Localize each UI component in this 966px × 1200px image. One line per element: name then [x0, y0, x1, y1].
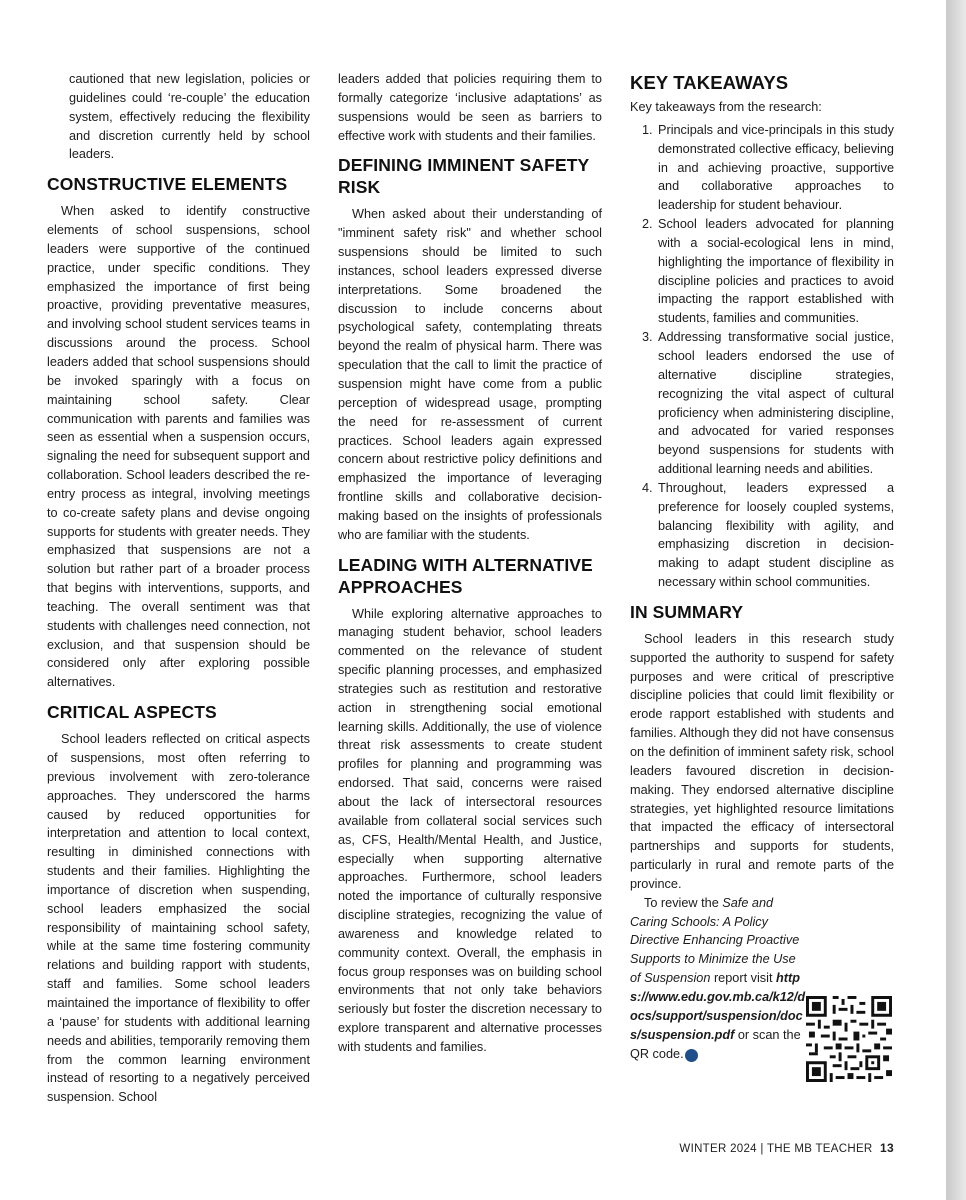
page-number: 13	[880, 1141, 894, 1155]
heading-leading-with-alternative-approaches: LEADING WITH ALTERNATIVE APPROACHES	[338, 554, 593, 597]
constructive-elements-paragraph: When asked to identify constructive elements of school suspensions, school leaders were supportive of the continued practice, under specific conditions. They emphasized the importance of first being proactive, providing preventative measures, and involving school student services teams in discussions around the process. School leaders added that school suspensions should be invoked sparingly with a focus on maintaining school safety. Clear communication with parents and families was seen as essential when a suspension occurs, signaling the need for subsequent support and collaboration. School leaders described the re-entry process as integral, involving meetings to co-create safety plans and devise ongoing supports for students with greater needs. They emphasized that suspensions are not a solution but rather part of a broader process that begins with interventions, supports, and teaching. The overall sentiment was that students with challenges need connection, not exclusion, and that suspension should be considered only after exploring possible alternatives.	[47, 204, 310, 690]
alternative-approaches-paragraph: While exploring alternative approaches to managing student behavior, school leaders commented on the relevance of student specific planning processes, and emphasized strategies such as restitution and restorative action in strengthening social emotional learning skills. Additionally, the use of violence threat risk assessments to create student profiles for planning and programming was endorsed. That said, concerns were raised about the lack of intersectoral resources available from collateral social services such as, CFS, Health/Mental Health, and Justice, especially when supporting alternative approaches. Furthermore, school leaders noted the importance of culturally responsive discipline strategies, recognizing the value of awareness and knowledge related to community context. Overall, the emphasis in focus group responses was on building school environments that not only take behaviors seriously but foster the discretion necessary to explore transparent and alternative processes with students and families.	[338, 606, 602, 1054]
review-paragraph: To review the Safe and Caring Schools: A Policy Directive Enhancing Proactive Supports to Minimize the Use of Suspension report visit https://www.edu.gov.mb.ca/k12/docs/support/suspension/docs/suspension.pdf or scan the QR code. T	[630, 895, 806, 1061]
takeaways-intro: Key takeaways from the research:	[630, 100, 822, 114]
teacher-logo-icon: T	[685, 1049, 698, 1062]
column-middle	[338, 70, 602, 1057]
report-link[interactable]: https://www.edu.gov.mb.ca/k12/docs/support/suspension/docs/suspension.pdf	[630, 971, 806, 1042]
list-item: 3. Addressing transformative social justice, school leaders endorsed the use of alternative discipline strategies, recognizing the vital aspect of cultural proficiency when administering discipline, and advocated for varied responses beyond suspensions for students with additional learning needs and abilities.	[642, 330, 894, 477]
continued-paragraph: cautioned that new legislation, policies or guidelines could ‘re-couple’ the education system, effectively reducing the flexibility and discretion currently held by school leaders.	[69, 72, 310, 162]
heading-defining-imminent-safety-risk: DEFINING IMMINENT SAFETY RISK	[338, 155, 589, 198]
footer-separator: |	[760, 1143, 764, 1155]
takeaways-list	[630, 121, 894, 592]
continued-paragraph: leaders added that policies requiring them to formally categorize ‘inclusive adaptations’ as suspensions would be seen as barriers to effective work with students and their families.	[338, 72, 602, 143]
page-edge-shadow	[946, 0, 966, 1200]
list-item: 1. Principals and vice-principals in this study demonstrated collective efficacy, believing in and achieving proactive, supportive and collaborative approaches to leadership for student behaviour.	[642, 122, 894, 213]
heading-critical-aspects: CRITICAL ASPECTS	[47, 702, 217, 723]
qr-code-icon[interactable]	[806, 996, 892, 1082]
issue-label: WINTER 2024	[679, 1143, 757, 1155]
column-right	[630, 70, 894, 1063]
page-footer	[668, 1141, 894, 1155]
summary-paragraph: School leaders in this research study supported the authority to suspend for safety purposes and were critical of prescriptive discipline policies that could limit flexibility or erode rapport established with students and families. Although they did not have consensus on the definition of imminent safety risk, school leaders favoured discretion in decision-making. They endorsed alternative discipline strategies, yet highlighted resource limitations that impacted the efficacy of intersectoral partnerships and supports for students, particularly in rural and remote parts of the province.	[630, 631, 894, 891]
magazine-name: THE MB TEACHER	[766, 1143, 873, 1155]
report-title: Safe and Caring Schools: A Policy Directive Enhancing Proactive Supports to Minimize the Use of Suspension	[630, 895, 800, 986]
critical-aspects-paragraph: School leaders reflected on critical aspects of suspensions, most often referring to previous involvement with zero-tolerance approaches. They underscored the harms caused by reduced opportunities for interpretation and attention to local context, resulting in diminished connections with students and their families. Highlighting the importance of discretion when suspending, school leaders emphasized the social responsibility of maintaining school safety, while at the same time fostering community relations and building rapport with students, staff and families. Some school leaders maintained the importance of flexibility to offer a ‘pause’ for students with additional learning needs and abilities, temporarily removing them from the common learning environment instead of resorting to a negatively perceived suspension. School	[47, 732, 310, 1105]
list-item: 4. Throughout, leaders expressed a preference for loosely coupled systems, balancing flexibility with agility, and emphasizing discretion in decision-making to adapt student discipline as necessary within school communities.	[642, 480, 894, 590]
list-item: 2. School leaders advocated for planning with a social-ecological lens in mind, highlighting the importance of flexibility in discipline policies and practices to avoid impacting the rapport established with students, families and communities.	[642, 217, 894, 326]
column-left	[47, 70, 310, 1107]
heading-constructive-elements: CONSTRUCTIVE ELEMENTS	[47, 174, 288, 195]
heading-in-summary: IN SUMMARY	[630, 601, 744, 622]
imminent-safety-risk-paragraph: When asked about their understanding of "imminent safety risk" and whether school suspensions should be limited to such instances, school leaders expressed diverse interpretations. Some broadened the discussion to include concerns about psychological safety, contemplating threats beyond the realm of physical harm. There was speculation that the call to limit the practice of suspension might have come from a public perception of widespread usage, prompting the need for re-assessment of current practices. School leaders again expressed concern about restrictive policy definitions and emphasized the importance of leveraging frontline skills and collaborative decision-making based on the insights of professionals who are familiar with the students.	[338, 207, 602, 542]
heading-key-takeaways: KEY TAKEAWAYS	[630, 72, 789, 93]
